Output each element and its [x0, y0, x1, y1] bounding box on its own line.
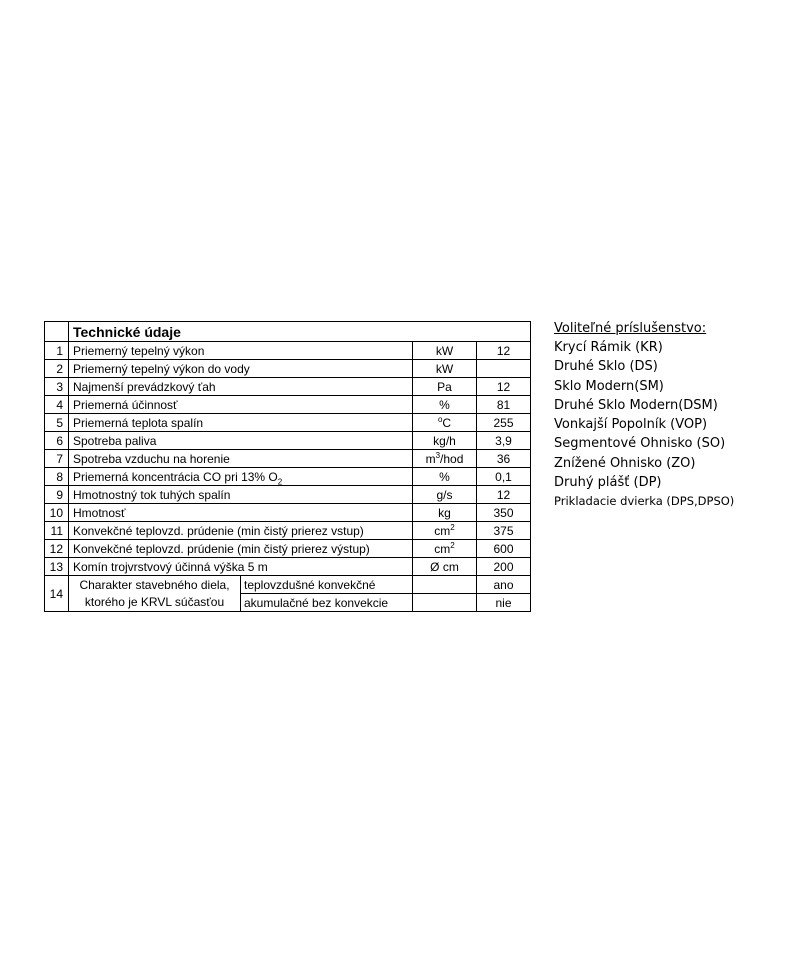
row-description: Hmotnosť	[69, 504, 413, 522]
row-value: 600	[477, 540, 531, 558]
row-description: Konvekčné teplovzd. prúdenie (min čistý prierez výstup)	[69, 540, 413, 558]
row-description: Komín trojvrstvový účinná výška 5 m	[69, 558, 413, 576]
row-value: 12	[477, 378, 531, 396]
row-unit	[413, 576, 477, 594]
row-value: 255	[477, 414, 531, 432]
row-description: Priemerná účinnosť	[69, 396, 413, 414]
accessory-item: Vonkajší Popolník (VOP)	[554, 417, 708, 433]
row-unit: kW	[413, 342, 477, 360]
table-row	[45, 360, 531, 378]
table-row-character	[45, 576, 531, 594]
row-description: Spotreba vzduchu na horenie	[69, 450, 413, 468]
row-unit: g/s	[413, 486, 477, 504]
row-number: 10	[45, 504, 69, 522]
accessory-item: Znížené Ohnisko (ZO)	[554, 455, 696, 471]
accessory-item: Druhý plášť (DP)	[554, 475, 662, 491]
row-unit	[413, 540, 477, 558]
description-text: Priemerná koncentrácia CO pri 13% O	[73, 469, 278, 484]
unit-text: m	[425, 451, 436, 466]
row-unit: %	[413, 396, 477, 414]
row-value: 375	[477, 522, 531, 540]
accessory-item: Druhé Sklo (DS)	[554, 359, 658, 375]
unit-text: C	[442, 415, 452, 430]
row-value: 81	[477, 396, 531, 414]
row-number: 1	[45, 342, 69, 360]
table-title-row	[45, 322, 531, 342]
row-value: 3,9	[477, 432, 531, 450]
table-row	[45, 504, 531, 522]
row-value: nie	[477, 594, 531, 612]
accessory-item: Druhé Sklo Modern(DSM)	[554, 397, 718, 413]
row-description: Konvekčné teplovzd. prúdenie (min čistý prierez vstup)	[69, 522, 413, 540]
row-number: 3	[45, 378, 69, 396]
row-value: 36	[477, 450, 531, 468]
row-number: 14	[45, 576, 69, 612]
table-title: Technické údaje	[69, 322, 531, 342]
row-number: 12	[45, 540, 69, 558]
unit-text: cm	[434, 523, 451, 538]
unit-text: cm	[434, 541, 451, 556]
description-subscript: 2	[277, 476, 283, 486]
table-row	[45, 342, 531, 360]
row-value	[477, 360, 531, 378]
row-number: 2	[45, 360, 69, 378]
table-row	[45, 558, 531, 576]
row-unit: kg	[413, 504, 477, 522]
table-row	[45, 414, 531, 432]
technical-data-table	[44, 321, 531, 612]
row-unit	[413, 522, 477, 540]
table-row	[45, 396, 531, 414]
character-label-line2: ktorého je KRVL súčasťou	[84, 594, 225, 609]
unit-superscript: o	[437, 414, 443, 424]
table-row	[45, 540, 531, 558]
row-description: Spotreba paliva	[69, 432, 413, 450]
accessory-item: Prikladacie dvierka (DPS,DPSO)	[554, 494, 735, 509]
row-unit	[413, 450, 477, 468]
accessory-item: Krycí Rámik (KR)	[554, 340, 663, 355]
row-unit: Pa	[413, 378, 477, 396]
row-number: 4	[45, 396, 69, 414]
character-type: teplovzdušné konvekčné	[241, 576, 413, 594]
row-number: 9	[45, 486, 69, 504]
row-value: 0,1	[477, 468, 531, 486]
character-type: akumulačné bez konvekcie	[241, 594, 413, 612]
table-row	[45, 468, 531, 486]
row-number: 6	[45, 432, 69, 450]
row-unit	[413, 414, 477, 432]
unit-superscript: 2	[450, 522, 455, 532]
table-row	[45, 450, 531, 468]
row-description: Najmenší prevádzkový ťah	[69, 378, 413, 396]
accessory-item: Sklo Modern(SM)	[554, 378, 664, 394]
row-number: 5	[45, 414, 69, 432]
row-description: Priemerný tepelný výkon do vody	[69, 360, 413, 378]
row-number: 13	[45, 558, 69, 576]
table-row	[45, 522, 531, 540]
title-num-cell	[45, 322, 69, 342]
row-number: 7	[45, 450, 69, 468]
row-description: Priemerný tepelný výkon	[69, 342, 413, 360]
row-value: 12	[477, 342, 531, 360]
row-value: ano	[477, 576, 531, 594]
optional-accessories-list	[554, 319, 734, 512]
row-unit: Ø cm	[413, 558, 477, 576]
row-description	[69, 468, 413, 486]
row-value: 350	[477, 504, 531, 522]
row-unit: kg/h	[413, 432, 477, 450]
row-value: 12	[477, 486, 531, 504]
row-value: 200	[477, 558, 531, 576]
character-label-line1: Charakter stavebného diela,	[79, 577, 230, 592]
unit-superscript: 2	[450, 540, 455, 550]
character-label	[69, 576, 241, 612]
unit-superscript: 3	[435, 450, 441, 460]
unit-tail: /hod	[440, 451, 464, 466]
accessory-item: Segmentové Ohnisko (SO)	[554, 436, 726, 452]
accessories-title: Voliteľné príslušenstvo:	[554, 321, 707, 336]
row-number: 8	[45, 468, 69, 486]
row-unit	[413, 594, 477, 612]
table-row	[45, 378, 531, 396]
row-unit: %	[413, 468, 477, 486]
table-row	[45, 486, 531, 504]
table-row	[45, 432, 531, 450]
row-unit: kW	[413, 360, 477, 378]
row-number: 11	[45, 522, 69, 540]
row-description: Hmotnostný tok tuhých spalín	[69, 486, 413, 504]
row-description: Priemerná teplota spalín	[69, 414, 413, 432]
